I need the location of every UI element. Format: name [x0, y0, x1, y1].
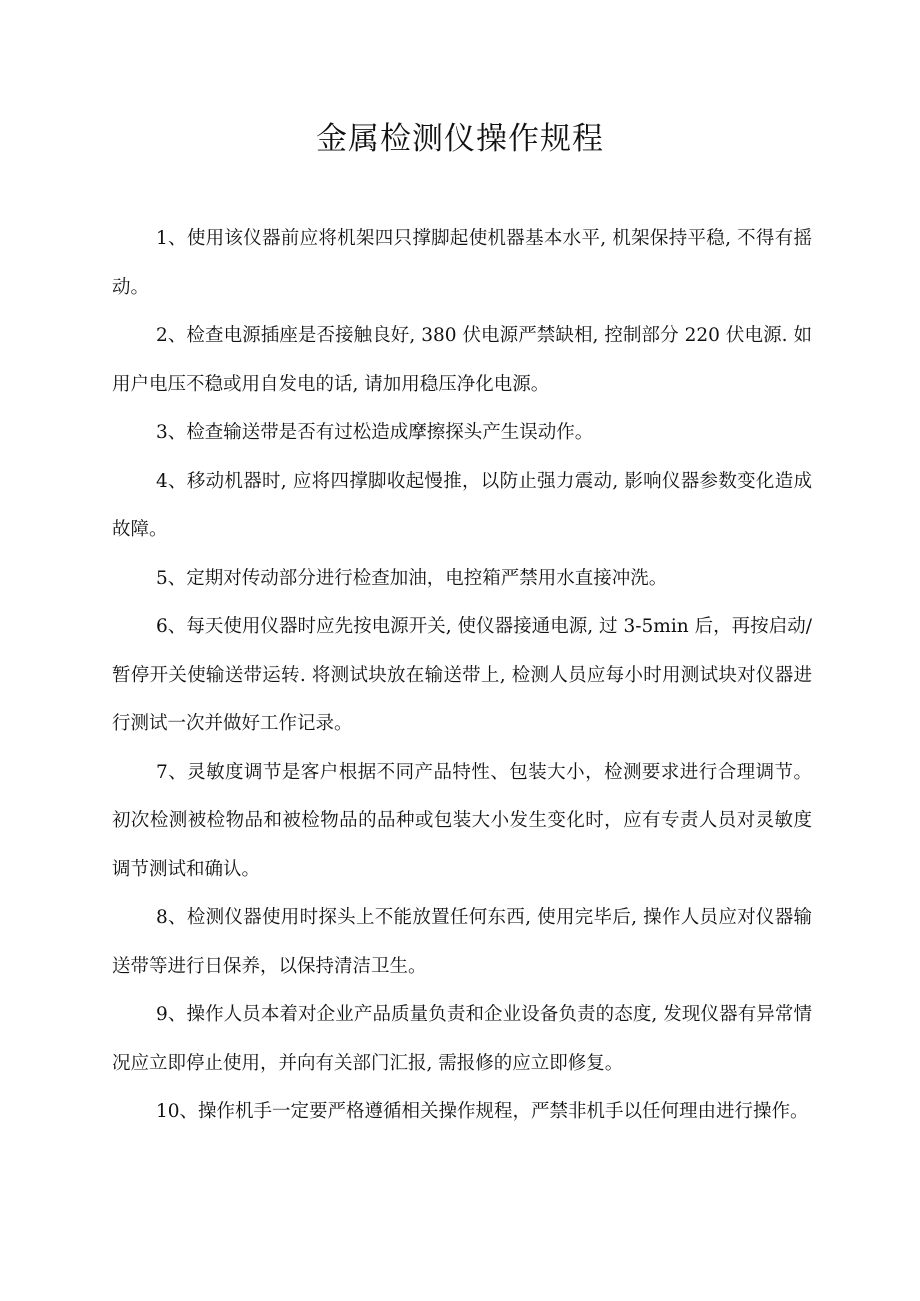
paragraph-3: 3、检查输送带是否有过松造成摩擦探头产生误动作。	[156, 422, 594, 443]
paragraph-10: 10、操作机手一定要严格遵循相关操作规程，严禁非机手以任何理由进行操作。	[156, 1101, 809, 1122]
document-title: 金属检测仪操作规程	[316, 121, 604, 157]
paragraph-5: 5、定期对传动部分进行检查加油，电控箱严禁用水直接冲洗。	[156, 567, 668, 589]
paragraph-8: 8、检测仪器使用时探头上不能放置任何东西, 使用完毕后, 操作人员应对仪器输送带等进行日保养，以保持清洁卫生。	[112, 907, 812, 977]
document-body	[112, 215, 812, 1137]
paragraph-1: 1、使用该仪器前应将机架四只撑脚起使机器基本水平, 机架保持平稳, 不得有摇动。	[112, 228, 812, 298]
paragraph-7: 7、灵敏度调节是客户根据不同产品特性、包装大小，检测要求进行合理调节。初次检测被检物品和被检物品的品种或包装大小发生变化时，应有专责人员对灵敏度调节测试和确认。	[112, 761, 812, 880]
paragraph-9: 9、操作人员本着对企业产品质量负责和企业设备负责的态度, 发现仪器有异常情况应立即停止使用，并向有关部门汇报, 需报修的应立即修复。	[112, 1004, 812, 1074]
paragraph-2: 2、检查电源插座是否接触良好, 380 伏电源严禁缺相, 控制部分 220 伏电源. 如用户电压不稳或用自发电的话, 请加用稳压净化电源。	[112, 325, 812, 395]
paragraph-6: 6、每天使用仪器时应先按电源开关, 使仪器接通电源, 过 3-5min 后，再按启动/暂停开关使输送带运转. 将测试块放在输送带上, 检测人员应每小时用测试块对仪器进行测试一次并做好工作记录。	[112, 616, 812, 734]
paragraph-4: 4、移动机器时, 应将四撑脚收起慢推，以防止强力震动, 影响仪器参数变化造成故障。	[112, 470, 812, 540]
